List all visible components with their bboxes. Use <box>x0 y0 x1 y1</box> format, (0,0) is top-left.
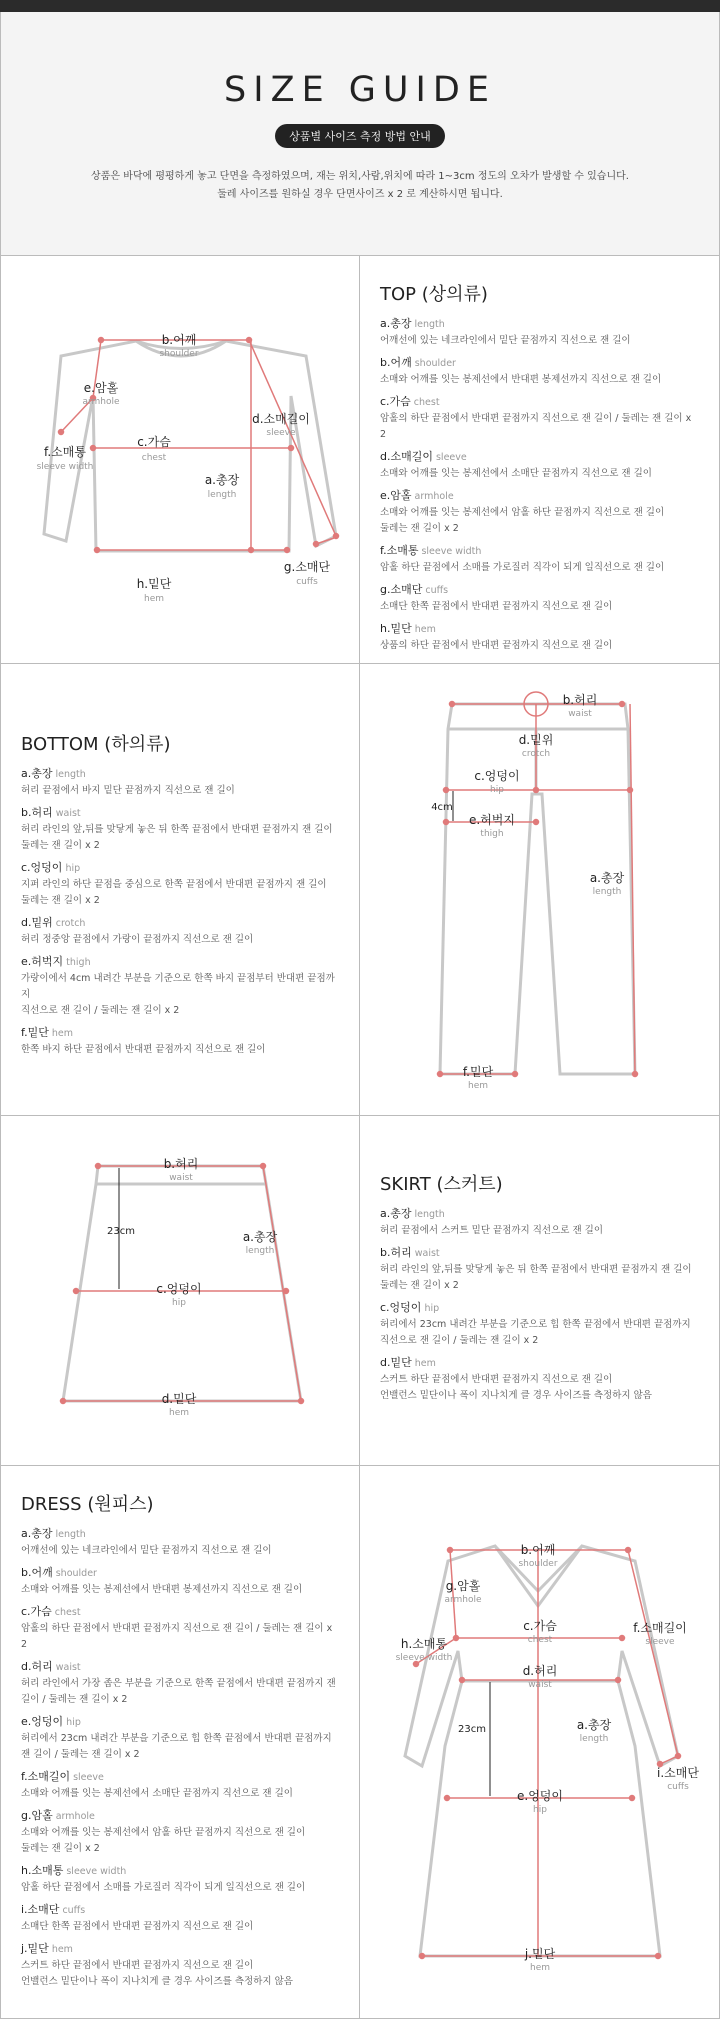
dress-label-h: h.소매통 <box>400 1637 448 1651</box>
bottom-section <box>0 664 720 1116</box>
pants-label-e-en: thigh <box>480 829 504 839</box>
dress-label-d-en: waist <box>528 1680 552 1690</box>
dress-outline <box>405 1546 678 1956</box>
top-label-h-en: hem <box>143 594 165 604</box>
dress-label-g: g.암홀 <box>445 1579 481 1593</box>
dress-item: e.엉덩이 hip 허리에서 23cm 내려간 부분을 기준으로 힙 한쪽 끝점에서 반대편 끝점까지 잰 길이 / 둘레는 잰 길이 x 2 <box>21 1715 332 1760</box>
skirt-label-23cm: 23cm <box>107 1226 135 1237</box>
bottom-diagram <box>360 664 719 1116</box>
top-label-c: c.가슴 <box>137 435 171 449</box>
skirt-label-d-en: hem <box>168 1408 190 1418</box>
pants-label-c: c.엉덩이 <box>474 769 520 783</box>
dress-label-23cm: 23cm <box>458 1724 486 1735</box>
top-item: a.총장 length 어깨선에 있는 네크라인에서 밑단 끝점까지 직선으로 잰 길이 <box>380 317 631 346</box>
dress-title: DRESS (원피스) <box>21 1494 154 1515</box>
pants-label-f: f.밑단 <box>462 1065 494 1079</box>
skirt-label-b: b.허리 <box>163 1157 199 1171</box>
dress-diagram <box>360 1466 719 2019</box>
pants-label-c-en: hip <box>490 785 504 795</box>
dress-diagram-panel <box>360 1466 719 2018</box>
top-item: b.어깨 shoulder 소매와 어깨를 잇는 봉제선에서 반대편 봉제선까지 직선으로 잰 길이 <box>380 356 662 385</box>
notice-line-2: 둘레 사이즈를 원하실 경우 단면사이즈 x 2 로 계산하시면 됩니다. <box>217 189 503 200</box>
top-item: d.소매길이 sleeve 소매와 어깨를 잇는 봉제선에서 소매단 끝점까지 직선으로 잰 길이 <box>380 450 652 479</box>
skirt-label-c: c.엉덩이 <box>156 1282 202 1296</box>
skirt-diagram <box>1 1116 360 1466</box>
top-label-e: e.암홀 <box>83 381 119 395</box>
subtitle-badge: 상품별 사이즈 측정 방법 안내 <box>275 124 445 148</box>
skirt-label-a-en: length <box>245 1246 275 1256</box>
top-label-b-en: shoulder <box>159 349 199 359</box>
skirt-label-a: a.총장 <box>242 1230 278 1244</box>
dress-item: f.소매길이 sleeve 소매와 어깨를 잇는 봉제선에서 소매단 끝점까지 직선으로 잰 길이 <box>21 1770 293 1799</box>
pants-label-a: a.총장 <box>589 871 625 885</box>
pants-label-d-en: crotch <box>521 749 551 759</box>
top-label-g: g.소매단 <box>283 560 331 574</box>
dress-label-c-en: chest <box>527 1635 553 1645</box>
dress-label-i-en: cuffs <box>667 1782 689 1792</box>
bottom-text-panel <box>1 664 360 1115</box>
skirt-diagram-panel <box>1 1116 360 1465</box>
header <box>0 12 720 256</box>
skirt-label-d: d.밑단 <box>161 1392 197 1406</box>
skirt-section <box>0 1116 720 1466</box>
dress-label-f: f.소매길이 <box>633 1621 687 1635</box>
top-bar <box>0 0 720 12</box>
dress-label-f-en: sleeve <box>645 1637 675 1647</box>
bottom-item: f.밑단 hem 한쪽 바지 하단 끝점에서 반대편 끝점까지 직선으로 잰 길이 <box>21 1026 266 1055</box>
dress-label-j-en: hem <box>529 1963 551 1973</box>
skirt-label-b-en: waist <box>169 1173 193 1183</box>
dress-section <box>0 1466 720 2019</box>
dress-measure-lines <box>414 1548 681 1959</box>
dress-label-b: b.어깨 <box>520 1543 556 1557</box>
dress-label-e-en: hip <box>533 1805 547 1815</box>
dress-label-b-en: shoulder <box>518 1559 558 1569</box>
top-label-e-en: armhole <box>82 397 120 407</box>
dress-item: i.소매단 cuffs 소매단 한쪽 끝점에서 반대편 끝점까지 직선으로 잰 길이 <box>21 1903 254 1932</box>
bottom-diagram-panel <box>360 664 719 1115</box>
top-label-h: h.밑단 <box>136 577 172 591</box>
top-item: e.암홀 armhole 소매와 어깨를 잇는 봉제선에서 암홀 하단 끝점까지 직선으로 잰 길이 둘레는 잰 길이 x 2 <box>380 489 665 534</box>
pants-label-e: e.허벅지 <box>469 813 515 827</box>
bottom-item: c.엉덩이 hip 지퍼 라인의 하단 끝점을 중심으로 한쪽 끝점에서 반대편 끝점까지 잰 길이 둘레는 잰 길이 x 2 <box>21 861 327 906</box>
dress-item: a.총장 length 어깨선에 있는 네크라인에서 밑단 끝점까지 직선으로 잰 길이 <box>21 1527 272 1556</box>
skirt-text-panel <box>360 1116 719 1465</box>
dress-label-e: e.엉덩이 <box>517 1789 563 1803</box>
top-item: c.가슴 chest 암홀의 하단 끝점에서 반대편 끝점까지 직선으로 잰 길이 / 둘레는 잰 길이 x 2 <box>380 395 692 440</box>
skirt-title: SKIRT (스커트) <box>380 1174 503 1195</box>
dress-text-panel <box>1 1466 360 2018</box>
top-label-a: a.총장 <box>204 473 240 487</box>
dress-label-h-en: sleeve width <box>395 1653 453 1663</box>
dress-label-c: c.가슴 <box>523 1619 557 1633</box>
bottom-item: a.총장 length 허리 끝점에서 바지 밑단 끝점까지 직선으로 잰 길이 <box>21 767 235 796</box>
skirt-item: c.엉덩이 hip 허리에서 23cm 내려간 부분을 기준으로 힙 한쪽 끝점에서 반대편 끝점까지 직선으로 잰 길이 / 둘레는 잰 길이 x 2 <box>380 1301 691 1346</box>
notice <box>1 168 719 204</box>
top-section <box>0 256 720 664</box>
top-title: TOP (상의류) <box>380 284 488 305</box>
top-label-d-en: sleeve <box>266 428 296 438</box>
top-item: h.밑단 hem 상품의 하단 끝점에서 반대편 끝점까지 직선으로 잰 길이 <box>380 622 613 651</box>
top-measure-lines <box>59 338 339 553</box>
top-label-a-en: length <box>207 490 237 500</box>
dress-item: c.가슴 chest 암홀의 하단 끝점에서 반대편 끝점까지 직선으로 잰 길이 / 둘레는 잰 길이 x 2 <box>21 1605 333 1650</box>
dress-item: b.어깨 shoulder 소매와 어깨를 잇는 봉제선에서 반대편 봉제선까지 직선으로 잰 길이 <box>21 1566 303 1595</box>
pants-label-b-en: waist <box>568 709 592 719</box>
dress-item: d.허리 waist 허리 라인에서 가장 좁은 부분을 기준으로 한쪽 끝점에서 반대편 끝점까지 잰 길이 / 둘레는 잰 길이 x 2 <box>21 1660 336 1705</box>
skirt-item: b.허리 waist 허리 라인의 앞,뒤를 맞닿게 놓은 뒤 한쪽 끝점에서 반대편 끝점까지 잰 길이 둘레는 잰 길이 x 2 <box>380 1246 692 1291</box>
top-label-d: d.소매길이 <box>252 412 310 426</box>
bottom-item: e.허벅지 thigh 가랑이에서 4cm 내려간 부분을 기준으로 한쪽 바지 끝점부터 반대편 끝점까지 직선으로 잰 길이 / 둘레는 잰 길이 x 2 <box>21 955 335 1016</box>
top-label-f: f.소매통 <box>44 445 86 459</box>
dress-item: g.암홀 armhole 소매와 어깨를 잇는 봉제선에서 암홀 하단 끝점까지 직선으로 잰 길이 둘레는 잰 길이 x 2 <box>21 1809 306 1854</box>
notice-line-1: 상품은 바닥에 평평하게 놓고 단면을 측정하였으며, 재는 위치,사람,위치에 따라 1~3cm 정도의 오차가 발생할 수 있습니다. <box>91 171 629 182</box>
pants-label-b: b.허리 <box>562 693 598 707</box>
top-diagram <box>1 256 360 664</box>
dress-label-i: i.소매단 <box>657 1766 699 1780</box>
top-label-g-en: cuffs <box>296 577 318 587</box>
skirt-item: d.밑단 hem 스커트 하단 끝점에서 반대편 끝점까지 직선으로 잰 길이 언밸런스 밑단이나 폭이 지나치게 클 경우 사이즈를 측정하지 않음 <box>380 1356 652 1401</box>
pants-label-4cm: 4cm <box>431 802 453 813</box>
dress-label-a: a.총장 <box>576 1718 612 1732</box>
top-item: g.소매단 cuffs 소매단 한쪽 끝점에서 반대편 끝점까지 직선으로 잰 길이 <box>380 583 613 612</box>
top-text-panel <box>360 256 719 663</box>
top-label-f-en: sleeve width <box>36 462 94 472</box>
pants-label-a-en: length <box>592 887 622 897</box>
top-label-b: b.어깨 <box>161 333 197 347</box>
bottom-title: BOTTOM (하의류) <box>21 734 171 755</box>
page-title: SIZE GUIDE <box>224 70 496 110</box>
dress-label-a-en: length <box>579 1734 609 1744</box>
bottom-item: d.밑위 crotch 허리 정중앙 끝점에서 가랑이 끝점까지 직선으로 잰 길이 <box>21 916 254 945</box>
top-label-c-en: chest <box>141 453 167 463</box>
top-diagram-panel <box>1 256 360 663</box>
pants-label-d: d.밑위 <box>518 733 554 747</box>
skirt-label-c-en: hip <box>172 1298 186 1308</box>
dress-label-d: d.허리 <box>522 1664 558 1678</box>
dress-item: j.밑단 hem 스커트 하단 끝점에서 반대편 끝점까지 직선으로 잰 길이 언밸런스 밑단이나 폭이 지나치게 클 경우 사이즈를 측정하지 않음 <box>21 1942 293 1987</box>
top-item: f.소매통 sleeve width 암홀 하단 끝점에서 소매를 가로질러 직각이 되게 일직선으로 잰 길이 <box>380 544 665 573</box>
dress-item: h.소매통 sleeve width 암홀 하단 끝점에서 소매를 가로질러 직각이 되게 일직선으로 잰 길이 <box>21 1864 306 1893</box>
dress-label-g-en: armhole <box>444 1595 482 1605</box>
skirt-item: a.총장 length 허리 끝점에서 스커트 밑단 끝점까지 직선으로 잰 길이 <box>380 1207 604 1236</box>
pants-label-f-en: hem <box>467 1081 489 1091</box>
bottom-item: b.허리 waist 허리 라인의 앞,뒤를 맞닿게 놓은 뒤 한쪽 끝점에서 반대편 끝점까지 잰 길이 둘레는 잰 길이 x 2 <box>21 806 333 851</box>
dress-label-j: j.밑단 <box>524 1947 556 1961</box>
